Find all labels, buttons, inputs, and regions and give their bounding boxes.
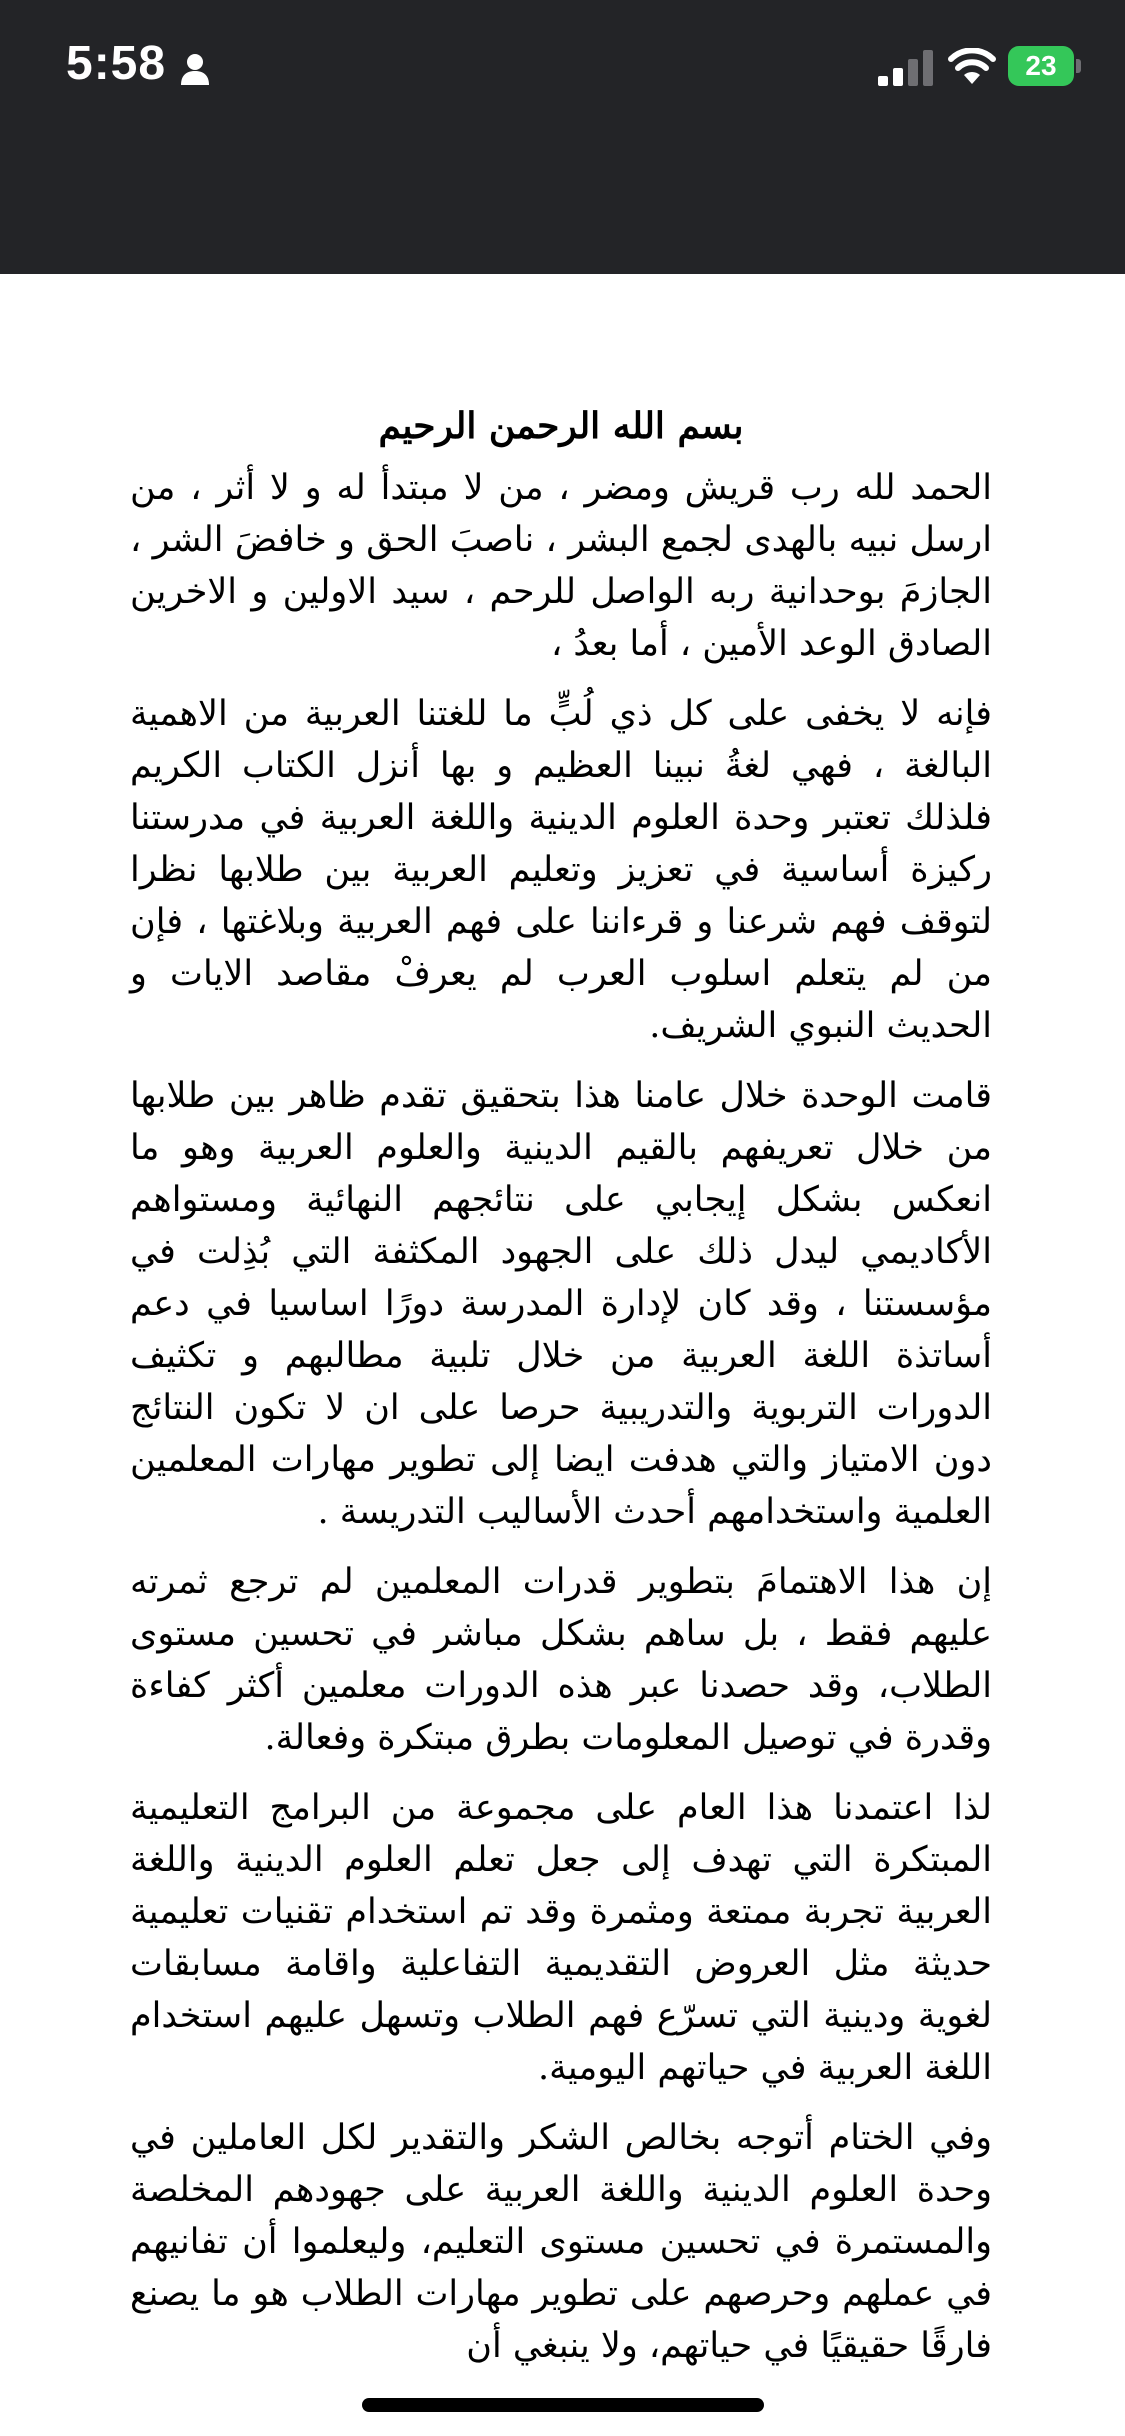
status-bar [0,0,1125,274]
battery-level: 23 [1025,50,1057,81]
document-paragraph: الحمد لله رب قريش ومضر ، من لا مبتدأ له و لا أثر ، من ارسل نبيه بالهدى لجمع البشر ، ناصبَ الحق و خافضَ الشر ، الجازمَ بوحدانية ربه الواصل للرحم ، سيد الاولين و الاخرين الصادق الوعد الأمين ، أما بعدُ ، [130,468,992,664]
battery-charging-icon [1008,46,1080,86]
person-icon [178,52,212,86]
battery-nub [1076,59,1081,73]
document-paragraph: فإنه لا يخفى على كل ذي لُبٍّ ما للغتنا العربية من الاهمية البالغة ، فهي لغةُ نبينا العظيم و بها أنزل الكتاب الكريم فلذلك تعتبر وحدة العلوم الدينية واللغة العربية في مدرستنا ركيزة أساسية في تعزيز وتعليم العربية بين طلابها نظرا لتوقف فهم شرعنا و قرءاننا على فهم العربية وبلاغتها ، فإن من لم يتعلم اسلوب العرب لم يعرفْ مقاصد الايات و الحديث النبوي الشريف. [130,694,992,1046]
document-title: بسم الله الرحمن الرحيم [378,405,744,447]
document-paragraph: لذا اعتمدنا هذا العام على مجموعة من البرامج التعليمية المبتكرة التي تهدف إلى جعل تعلم العلوم الدينية واللغة العربية تجربة ممتعة ومثمرة وقد تم استخدام تقنيات تعليمية حديثة مثل العروض التقديمية التفاعلية واقامة مسابقات لغوية ودينية التي تسرّع فهم الطلاب وتسهل عليهم استخدام اللغة العربية في حياتهم اليومية. [130,1788,992,2088]
document-paragraph: قامت الوحدة خلال عامنا هذا بتحقيق تقدم ظاهر بين طلابها من خلال تعريفهم بالقيم الدينية والعلوم العربية وهو ما انعكس بشكل إيجابي على نتائجهم النهائية ومستواهم الأكاديمي ليدل ذلك على الجهود المكثفة التي بُذِلت في مؤسستنا ، وقد كان لإدارة المدرسة دورًا اساسيا في دعم أساتذة اللغة العربية من خلال تلبية مطالبهم و تكثيف الدورات التربوية والتدريبية حرصا على ان لا تكون النتائج دون الامتياز والتي هدفت ايضا إلى تطوير مهارات المعلمين العلمية واستخدامهم أحدث الأساليب التدريسة . [130,1076,992,1532]
cellular-signal-icon [878,50,934,86]
home-indicator[interactable] [362,2398,764,2412]
status-time: 5:58 [66,37,167,90]
document-body [130,400,992,2390]
wifi-icon [948,48,996,84]
document-paragraph: وفي الختام أتوجه بخالص الشكر والتقدير لكل العاملين في وحدة العلوم الدينية واللغة العربية على جهودهم المخلصة والمستمرة في تحسين مستوى التعليم، وليعلموا أن تفانيهم في عملهم وحرصهم على تطوير مهارات الطلاب هو ما يصنع فارقًا حقيقيًا في حياتهم، ولا ينبغي أن [130,2118,992,2366]
document-paragraph: إن هذا الاهتمامَ بتطوير قدرات المعلمين لم ترجع ثمرته عليهم فقط ، بل ساهم بشكل مباشر في تحسين مستوى الطلاب، وقد حصدنا عبر هذه الدورات معلمين أكثر كفاءة وقدرة في توصيل المعلومات بطرق مبتكرة وفعالة. [130,1562,992,1758]
